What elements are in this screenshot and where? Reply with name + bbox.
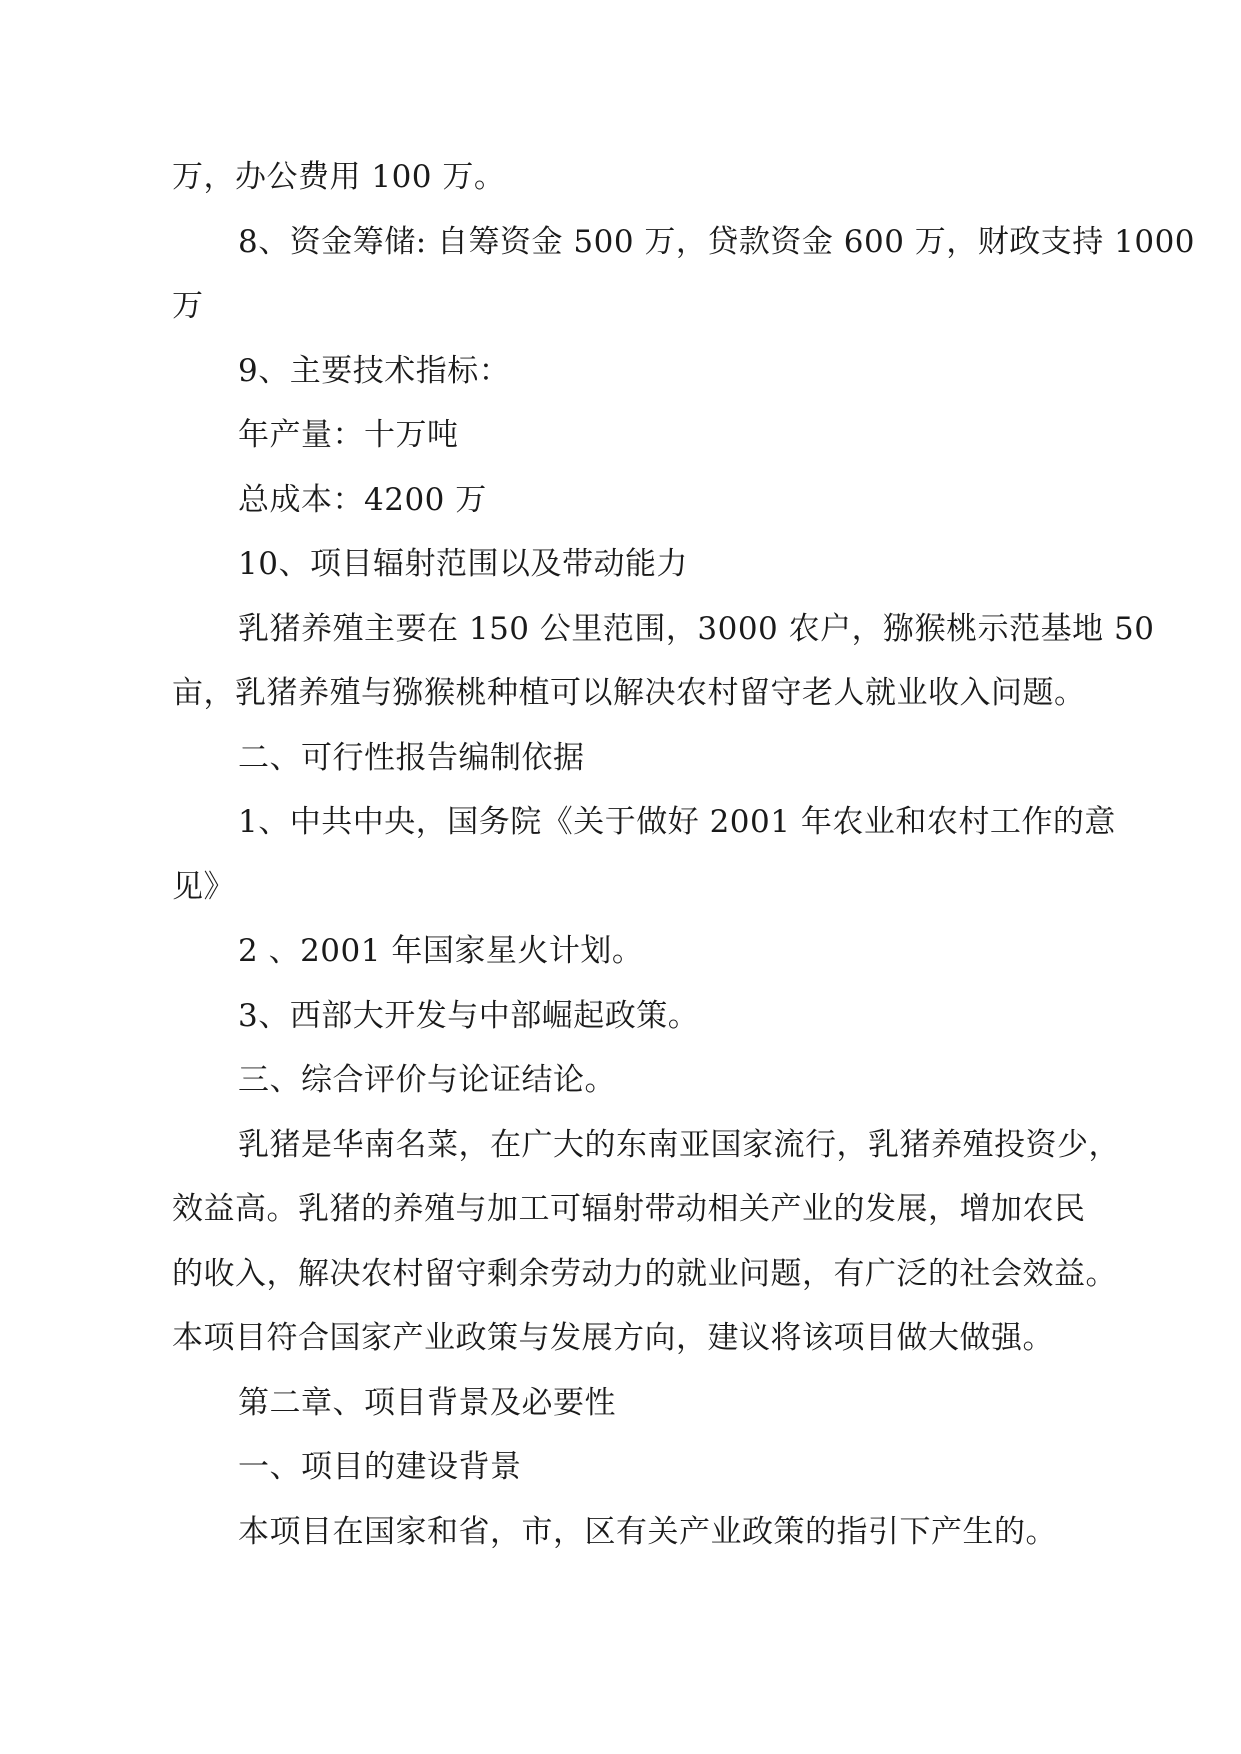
body-line: 的收入，解决农村留守剩余劳动力的就业问题，有广泛的社会效益。 [172,1255,1117,1292]
section-heading: 9、主要技术指标： [238,352,511,389]
chapter-heading: 第二章、项目背景及必要性 [238,1384,616,1421]
body-line: 1、中共中央，国务院《关于做好 2001 年农业和农村工作的意 [238,804,1116,840]
body-line: 3、西部大开发与中部崛起政策。 [238,997,700,1034]
section-heading: 三、综合评价与论证结论。 [238,1062,616,1098]
body-line: 本项目符合国家产业政策与发展方向，建议将该项目做大做强。 [172,1320,1054,1356]
body-line: 效益高。乳猪的养殖与加工可辐射带动相关产业的发展，增加农民 [172,1191,1086,1227]
section-heading: 10、项目辐射范围以及带动能力 [238,546,688,582]
body-line: 总成本：4200 万 [238,481,487,518]
body-line: 万 [172,288,204,324]
body-line: 万，办公费用 100 万。 [172,159,506,195]
body-line: 年产量：十万吨 [238,417,459,453]
body-line: 亩，乳猪养殖与猕猴桃种植可以解决农村留守老人就业收入问题。 [172,675,1086,711]
document-body [172,145,1196,1564]
body-line: 2 、2001 年国家星火计划。 [238,933,644,969]
body-line: 本项目在国家和省，市，区有关产业政策的指引下产生的。 [238,1513,1057,1550]
body-line: 8、资金筹储: 自筹资金 500 万，贷款资金 600 万，财政支持 1000 [238,223,1196,260]
body-line: 见》 [172,868,235,905]
section-heading: 二、可行性报告编制依据 [238,739,585,776]
section-heading: 一、项目的建设背景 [238,1449,522,1485]
body-line: 乳猪是华南名菜，在广大的东南亚国家流行，乳猪养殖投资少， [238,1126,1120,1163]
body-line: 乳猪养殖主要在 150 公里范围，3000 农户，猕猴桃示范基地 50 [238,610,1155,647]
